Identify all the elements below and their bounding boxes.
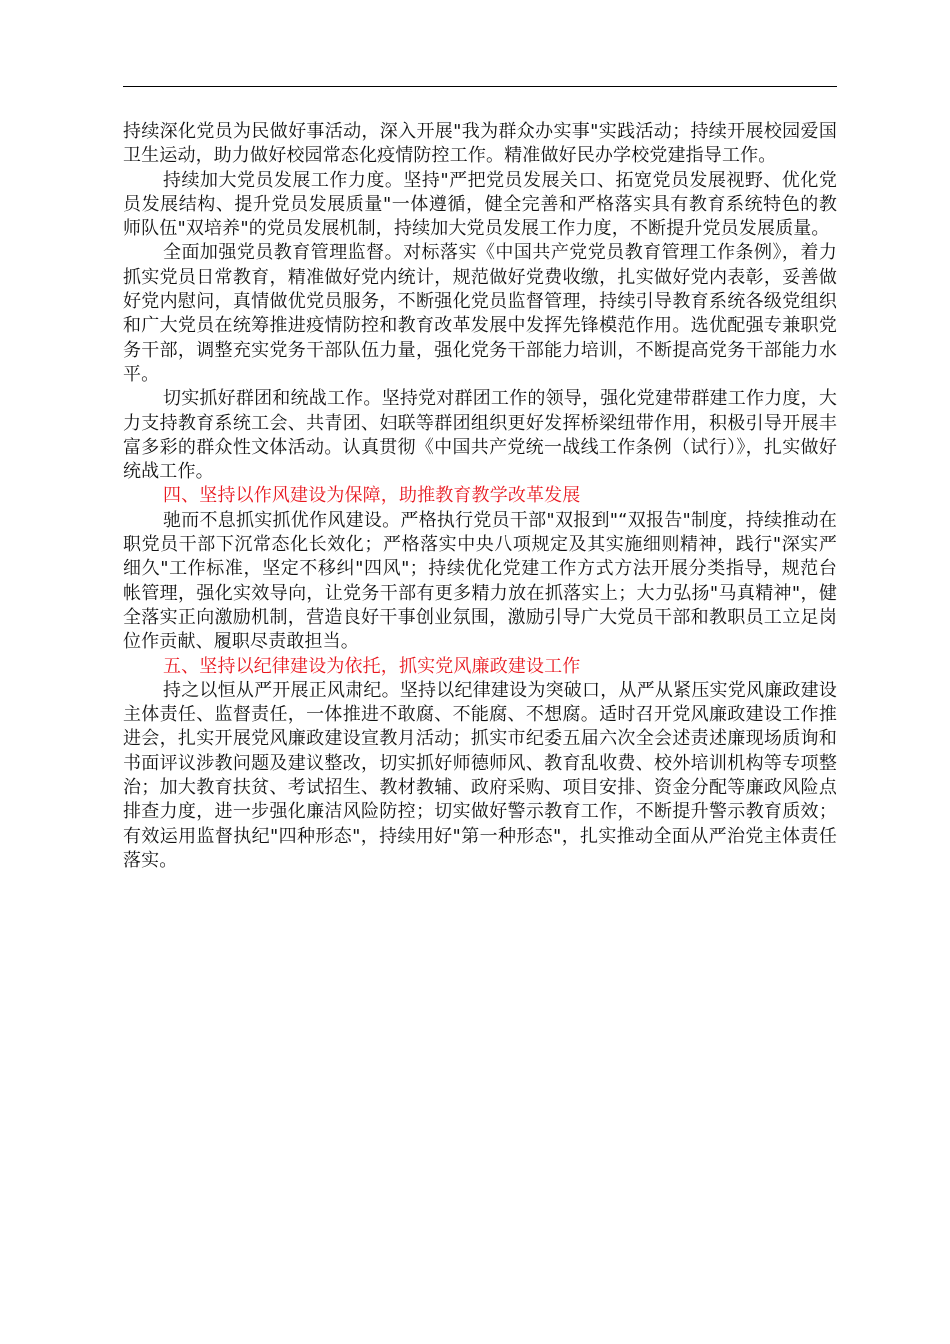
section-heading-four: 四、坚持以作风建设为保障，助推教育教学改革发展 — [163, 485, 581, 507]
paragraph-member-education: 全面加强党员教育管理监督。对标落实《中国共产党党员教育管理工作条例》，着力抓实党员日常教育，精准做好党内统计，规范做好党费收缴，扎实做好党内表彰，妥善做好党内慰问，真情做优党员服务，不断强化党员监督管理，持续引导教育系统各级党组织和广大党员在统筹推进疫情防控和教育改革发展中发挥先锋模范作用。选优配强专兼职党务干部，调整充实党务干部队伍力量，强化党务干部能力培训，不断提高党务干部能力水平。 — [123, 242, 837, 385]
paragraph-work-style: 驰而不息抓实抓优作风建设。严格执行党员干部"双报到"“双报告"制度，持续推动在职党员干部下沉常态化长效化；严格落实中央八项规定及其实施细则精神，践行"深实严细久"工作标准，坚定不移纠"四风"；持续优化党建工作方式方法开展分类指导，规范台帐管理，强化实效导向，让党务干部有更多精力放在抓落实上；大力弘扬"马真精神"，健全落实正向激励机制，营造良好干事创业氛围，激励引导广大党员干部和教职员工立足岗位作贡献、履职尽责敢担当。 — [123, 509, 837, 653]
paragraph-mass-organizations: 切实抓好群团和统战工作。坚持党对群团工作的领导，强化党建带群建工作力度，大力支持教育系统工会、共青团、妇联等群团组织更好发挥桥梁纽带作用，积极引导开展丰富多彩的群众性文体活动。认真贯彻《中国共产党统一战线工作条例（试行）》，扎实做好统战工作。 — [123, 388, 837, 483]
document-body — [123, 120, 837, 873]
header-rule — [123, 86, 837, 87]
section-heading-five: 五、坚持以纪律建设为依托，抓实党风廉政建设工作 — [163, 655, 581, 677]
paragraph-member-development: 持续加大党员发展工作力度。坚持"严把党员发展关口、拓宽党员发展视野、优化党员发展结构、提升党员发展质量"一体遵循，健全完善和严格落实具有教育系统特色的教师队伍"双培养"的党员发展机制，持续加大党员发展工作力度，不断提升党员发展质量。 — [123, 169, 837, 240]
paragraph-discipline: 持之以恒从严开展正风肃纪。坚持以纪律建设为突破口，从严从紧压实党风廉政建设主体责任、监督责任，一体推进不敢腐、不能腐、不想腐。适时召开党风廉政建设工作推进会，扎实开展党风廉政建设宣教月活动；抓实市纪委五届六次全会述责述廉现场质询和书面评议涉教问题及建议整改，切实抓好师德师风、教育乱收费、校外培训机构等专项整治；加大教育扶贫、考试招生、教材教辅、政府采购、项目安排、资金分配等廉政风险点排查力度，进一步强化廉洁风险防控；切实做好警示教育工作，不断提升警示教育质效；有效运用监督执纪"四种形态"，持续用好"第一种形态"，扎实推动全面从严治党主体责任落实。 — [123, 679, 837, 871]
paragraph-party-service-activities: 持续深化党员为民做好事活动，深入开展"我为群众办实事"实践活动；持续开展校园爱国卫生运动，助力做好校园常态化疫情防控工作。精准做好民办学校党建指导工作。 — [123, 121, 837, 167]
